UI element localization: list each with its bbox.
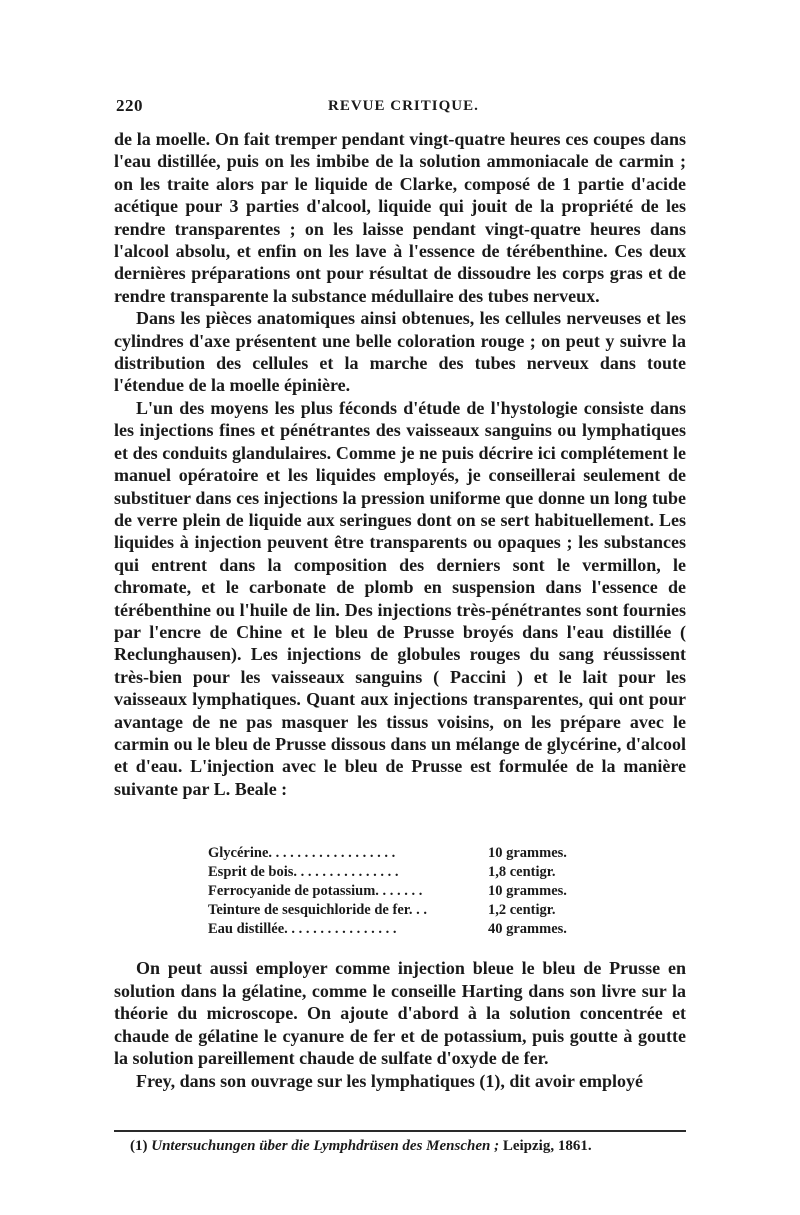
paragraph-frey: Frey, dans son ouvrage sur les lymphatiques (1), dit avoir employé: [136, 1070, 644, 1091]
body-text-continued: [114, 957, 686, 1093]
formula-quantity: 10 grammes.: [488, 883, 567, 899]
formula-row: [208, 863, 608, 882]
injection-formula: [208, 844, 608, 939]
footnote-marker: (1): [130, 1138, 148, 1154]
formula-ingredient: Eau distillée. . . . . . . . . . . . . . . .: [208, 921, 397, 937]
page-number: 220: [116, 96, 143, 115]
formula-row: [208, 920, 608, 939]
paragraph-gelatine-injection: On peut aussi employer comme injection bleue le bleu de Prusse en solution dans la gélatine, comme le conseille Harting dans son livre sur la théorie du microscope. On ajoute d'abord à la solution concentrée et chaude de gélatine le cyanure de fer et de potassium, puis goutte à goutte la solution pareillement chaude de sulfate d'oxyde de fer.: [114, 958, 686, 1069]
page-header: [116, 96, 686, 120]
formula-row: [208, 844, 608, 863]
footnote: [130, 1138, 690, 1155]
footnote-title: Untersuchungen über die Lymphdrüsen des Menschen ;: [151, 1138, 500, 1154]
formula-quantity: 40 grammes.: [488, 921, 567, 937]
formula-ingredient: Ferrocyanide de potassium. . . . . . .: [208, 883, 423, 899]
paragraph-continuation: de la moelle. On fait tremper pendant vingt-quatre heures ces coupes dans l'eau distillée, puis on les imbibe de la solution ammoniacale de carmin ; on les traite alors par le liquide de Clarke, composé de 1 partie d'acide acétique pour 3 parties d'alcool, liquide qui jouit de la propriété de les rendre transparentes ; on les laisse pendant vingt-quatre heures dans l'alcool absolu, et enfin on les lave à l'essence de térébenthine. Ces deux dernières préparations ont pour résultat de dissoudre les corps gras et de rendre transparente la substance médullaire des tubes nerveux.: [114, 129, 686, 306]
formula-quantity: 1,2 centigr.: [488, 902, 556, 918]
formula-ingredient: Esprit de bois. . . . . . . . . . . . . . .: [208, 864, 399, 880]
running-title: REVUE CRITIQUE.: [328, 98, 479, 114]
formula-row: [208, 901, 608, 920]
formula-ingredient: Teinture de sesquichloride de fer. . .: [208, 902, 427, 918]
body-text: [114, 128, 686, 800]
formula-quantity: 1,8 centigr.: [488, 864, 556, 880]
formula-ingredient: Glycérine. . . . . . . . . . . . . . . . . .: [208, 845, 396, 861]
footnote-rule: [114, 1130, 686, 1132]
paragraph-anatomical-pieces: Dans les pièces anatomiques ainsi obtenues, les cellules nerveuses et les cylindres d'axe présentent une belle coloration rouge ; on peut y suivre la distribution des cellules et la marche des tubes nerveux dans toute l'étendue de la moelle épinière.: [114, 308, 686, 396]
footnote-place-year: Leipzig, 1861.: [502, 1138, 592, 1154]
formula-quantity: 10 grammes.: [488, 845, 567, 861]
paragraph-injections: L'un des moyens les plus féconds d'étude de l'hystologie consiste dans les injections fines et pénétrantes des vaisseaux sanguins ou lymphatiques et des conduits glandulaires. Comme je ne puis décrire ici complétement le manuel opératoire et les liquides employés, je conseillerai seulement de substituer dans ces injections la pression uniforme que donne un long tube de verre plein de liquide aux seringues dont on se sert habituellement. Les liquides à injection peuvent être transparents ou opaques ; les substances qui entrent dans la composition des derniers sont le vermillon, le chromate, et le carbonate de plomb en suspension dans l'essence de térébenthine ou l'huile de lin. Des injections très-pénétrantes sont fournies par l'encre de Chine et le bleu de Prusse broyés dans l'eau distillée ( Reclunghausen). Les injections de globules rouges du sang réussissent très-bien pour les vaisseaux sanguins ( Paccini ) et le lait pour les vaisseaux lymphatiques. Quant aux injections transparentes, qui ont pour avantage de ne pas masquer les tissus voisins, on les prépare avec le carmin ou le bleu de Prusse dissous dans un mélange de glycérine, d'alcool et d'eau. L'injection avec le bleu de Prusse est formulée de la manière suivante par L. Beale :: [114, 397, 686, 799]
formula-row: [208, 882, 608, 901]
